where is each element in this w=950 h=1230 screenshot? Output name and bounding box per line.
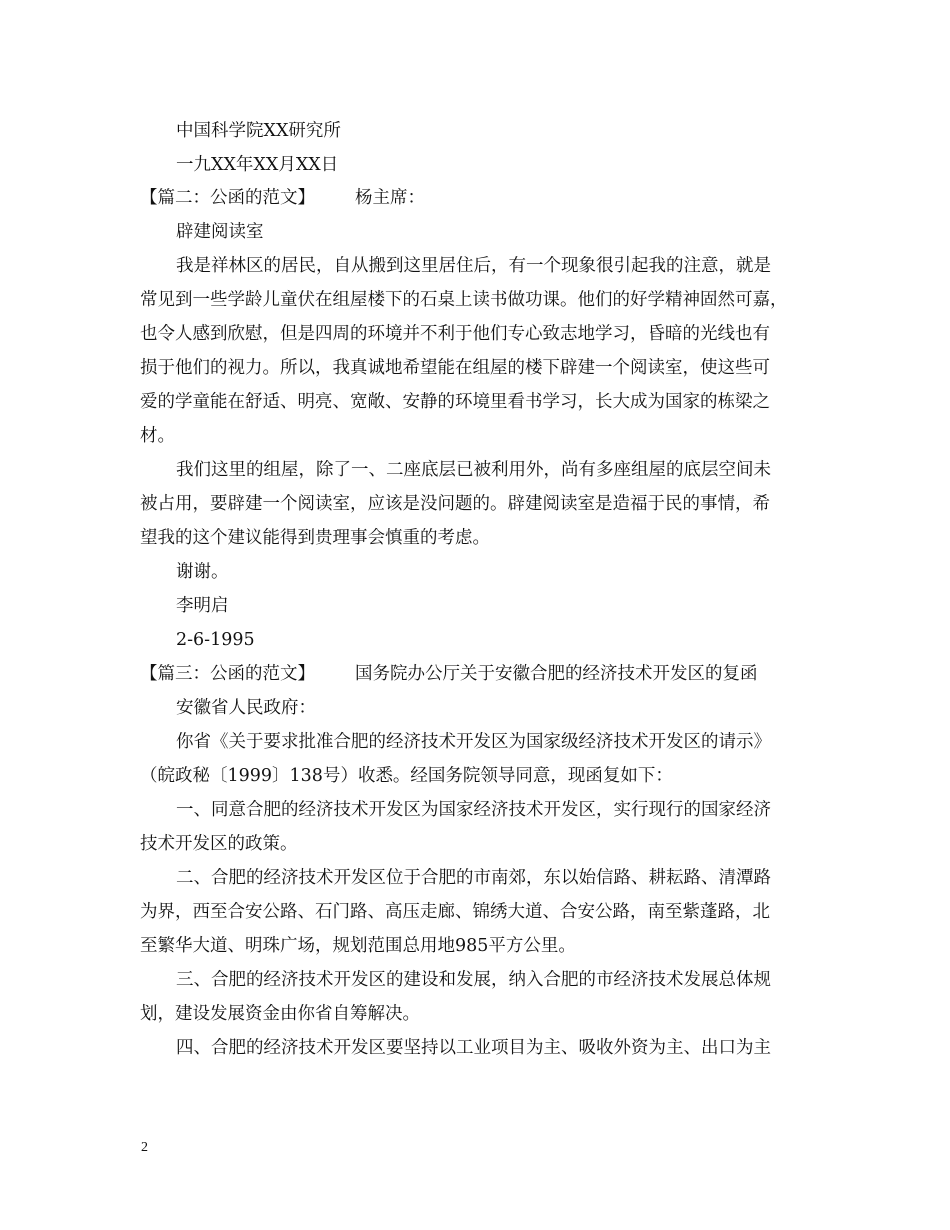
page-number: 2: [141, 1140, 148, 1155]
paragraph-line: （皖政秘〔1999〕138号）收悉。经国务院领导同意，现函复如下：: [140, 766, 673, 786]
paragraph-line: 我是祥林区的居民，自从搬到这里居住后，有一个现象很引起我的注意，就是: [176, 256, 771, 276]
paragraph-line: 至繁华大道、明珠广场，规划范围总用地985平方公里。: [140, 936, 576, 956]
closing: 谢谢。: [176, 562, 229, 582]
section-heading-2: [140, 190, 425, 208]
paragraph-line: 为界，西至合安公路、石门路、高压走廊、锦绣大道、合安公路，南至紫蓬路，北: [140, 902, 770, 922]
letter-subject: 辟建阅读室: [176, 222, 264, 242]
paragraph-line: 损于他们的视力。所以，我真诚地希望能在组屋的楼下辟建一个阅读室，使这些可: [140, 358, 770, 378]
paragraph-line: 爱的学童能在舒适、明亮、宽敞、安静的环境里看书学习，长大成为国家的栋梁之: [140, 392, 770, 412]
recipient: 安徽省人民政府：: [176, 698, 316, 718]
paragraph-line: 常见到一些学龄儿童伏在组屋楼下的石桌上读书做功课。他们的好学精神固然可嘉，: [140, 290, 788, 310]
section-heading-3: [140, 666, 758, 684]
paragraph-line: 材。: [140, 426, 175, 446]
paragraph-line: 三、合肥的经济技术开发区的建设和发展，纳入合肥的市经济技术发展总体规: [176, 970, 771, 990]
section-title: 【篇二：公函的范文】: [140, 188, 315, 208]
letter-title: 国务院办公厅关于安徽合肥的经济技术开发区的复函: [355, 664, 758, 684]
paragraph-line: 二、合肥的经济技术开发区位于合肥的市南郊，东以始信路、耕耘路、清潭路: [176, 868, 771, 888]
paragraph-line: 你省《关于要求批准合肥的经济技术开发区为国家级经济技术开发区的请示》: [176, 732, 771, 752]
paragraph-line: 我们这里的组屋，除了一、二座底层已被利用外，尚有多座组屋的底层空间未: [176, 460, 771, 480]
signature-date: 2-6-1995: [176, 630, 255, 650]
salutation: 杨主席：: [355, 188, 425, 208]
paragraph-line: 技术开发区的政策。: [140, 834, 298, 854]
paragraph-line: 划，建设发展资金由你省自筹解决。: [140, 1004, 420, 1024]
sender-date: 一九XX年XX月XX日: [176, 155, 339, 175]
signature-name: 李明启: [176, 596, 229, 616]
paragraph-line: 被占用，要辟建一个阅读室，应该是没问题的。辟建阅读室是造福于民的事情，希: [140, 494, 770, 514]
sender-org: 中国科学院XX研究所: [176, 121, 341, 141]
paragraph-line: 也令人感到欣慰，但是四周的环境并不利于他们专心致志地学习，昏暗的光线也有: [140, 324, 770, 344]
paragraph-line: 一、同意合肥的经济技术开发区为国家经济技术开发区，实行现行的国家经济: [176, 800, 771, 820]
paragraph-line: 望我的这个建议能得到贵理事会慎重的考虑。: [140, 528, 490, 548]
paragraph-line: 四、合肥的经济技术开发区要坚持以工业项目为主、吸收外资为主、出口为主: [176, 1038, 771, 1058]
section-title: 【篇三：公函的范文】: [140, 664, 315, 684]
